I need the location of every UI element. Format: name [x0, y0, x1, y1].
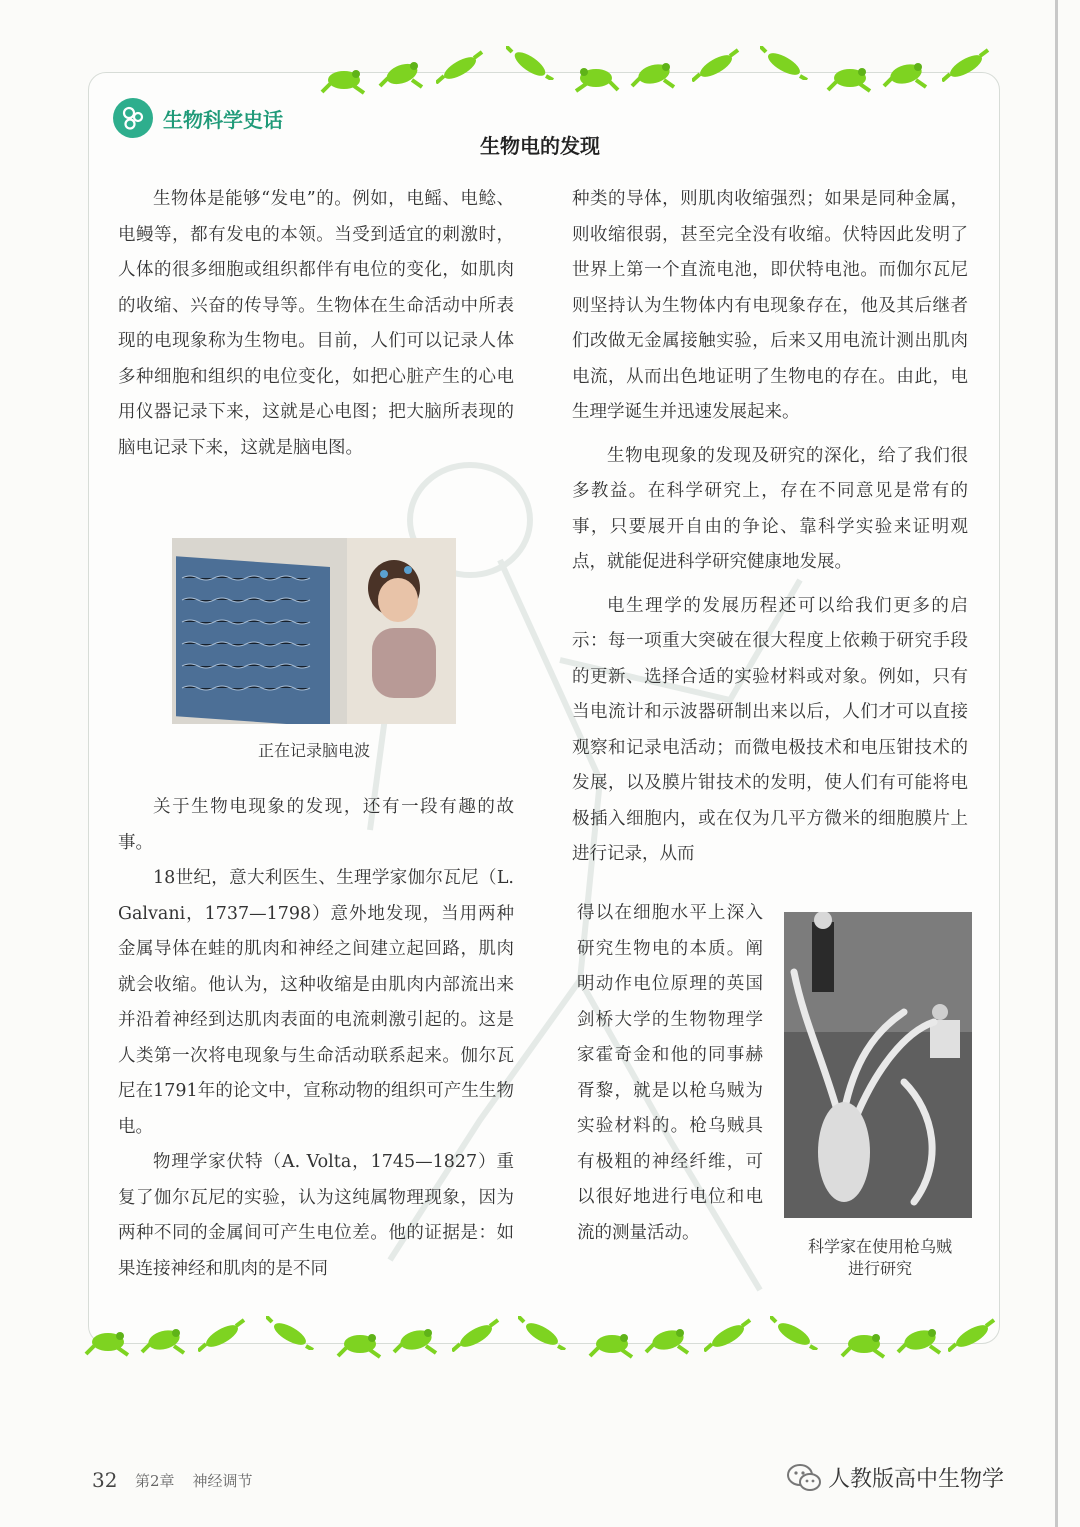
- page-number: 32: [92, 1468, 118, 1492]
- paragraph: 电生理学的发展历程还可以给我们更多的启示：每一项重大突破在很大程度上依赖于研究手段的更新、选择合适的实验材料或对象。例如，只有当电流计和示波器研制出来以后，人们才可以直接观察和记录电活动；而微电极技术和电压钳技术的发展，以及膜片钳技术的发明，使人们有可能将电极插入细胞内，或在仅为几平方微米的细胞膜片上进行记录，从而: [572, 595, 968, 864]
- paragraph: 种类的导体，则肌肉收缩强烈；如果是同种金属，则收缩很弱，甚至完全没有收缩。伏特因此发明了世界上第一个直流电池，即伏特电池。而伽尔瓦尼则坚持认为生物体内有电现象存在，他及其后继者们改做无金属接触实验，后来又用电流计测出肌肉电流，从而出色地证明了生物电的存在。由此，电生理学诞生并迅速发展起来。: [572, 189, 968, 422]
- frog-icon: [896, 1322, 944, 1356]
- frog-icon: [770, 1316, 818, 1350]
- page-edge: [1055, 0, 1058, 1527]
- paragraph: 生物体是能够“发电”的。例如，电鳐、电鲶、电鳗等，都有发电的本领。当受到适宜的刺激时，人体的很多细胞或组织都伴有电位的变化，如肌肉的收缩、兴奋的传导等。生物体在生命活动中所表现的电现象称为生物电。目前，人们可以记录人体多种细胞和组织的电位变化，如把心脏产生的心电用仪器记录下来，这就是心电图；把大脑所表现的脑电记录下来，这就是脑电图。: [118, 189, 514, 458]
- frog-icon: [572, 60, 620, 94]
- paragraph: 得以在细胞水平上深入研究生物电的本质。阐明动作电位原理的英国剑桥大学的生物物理学家霍奇金和他的同事赫胥黎，就是以枪乌贼为实验材料的。枪乌贼具有极粗的神经纤维，可以很好地进行电位和电流的测量活动。: [577, 903, 763, 1243]
- squid-photo: [784, 912, 972, 1218]
- frog-icon: [518, 1316, 566, 1350]
- right-column-wrap: [577, 896, 763, 1251]
- paragraph: 生物电现象的发现及研究的深化，给了我们很多教益。在科学研究上，存在不同意见是常有的事，只要展开自由的争论、靠科学实验来证明观点，就能促进科学研究健康地发展。: [572, 445, 968, 572]
- frog-icon: [826, 60, 874, 94]
- eeg-caption: 正在记录脑电波: [257, 741, 370, 760]
- frog-icon: [320, 62, 368, 96]
- frog-icon: [198, 1318, 246, 1352]
- paragraph: 关于生物电现象的发现，还有一段有趣的故事。: [118, 797, 514, 853]
- wechat-watermark: [786, 1462, 1004, 1493]
- frog-icon: [506, 46, 554, 80]
- microbe-badge-icon: [113, 98, 153, 138]
- frog-icon: [882, 56, 930, 90]
- article-title: 生物电的发现: [480, 134, 600, 158]
- frog-icon: [630, 56, 678, 90]
- frog-icon: [452, 1318, 500, 1352]
- frog-icon: [436, 50, 484, 84]
- paragraph: 物理学家伏特（A. Volta，1745—1827）重复了伽尔瓦尼的实验，认为这纯属物理现象，因为两种不同的金属间可产生电位差。他的证据是：如果连接神经和肌肉的是不同: [118, 1152, 514, 1279]
- squid-caption-line: 进行研究: [847, 1259, 912, 1278]
- squid-caption: [780, 1236, 980, 1280]
- frog-icon: [692, 48, 740, 82]
- frog-icon: [336, 1326, 384, 1360]
- frog-icon: [140, 1322, 188, 1356]
- frog-icon: [392, 1322, 440, 1356]
- frog-icon: [378, 56, 426, 90]
- squid-caption-line: 科学家在使用枪乌贼: [807, 1237, 952, 1256]
- frog-icon: [266, 1316, 314, 1350]
- frog-icon: [840, 1326, 888, 1360]
- frog-icon: [704, 1318, 752, 1352]
- frog-icon: [948, 1318, 996, 1352]
- left-column-top: [118, 182, 514, 466]
- wechat-account-name: 人教版高中生物学: [828, 1467, 1005, 1492]
- frog-border-top: [310, 42, 1000, 102]
- section-header: [113, 98, 283, 138]
- frog-icon: [942, 48, 990, 82]
- left-column-bottom: [118, 790, 514, 1287]
- frog-icon: [84, 1324, 132, 1358]
- frog-icon: [644, 1322, 692, 1356]
- wechat-icon: [786, 1463, 822, 1493]
- section-label: 生物科学史话: [163, 107, 283, 132]
- right-column: [572, 182, 968, 873]
- frog-icon: [760, 46, 808, 80]
- chapter-label: [135, 1470, 253, 1491]
- eeg-photo: [172, 538, 456, 724]
- paragraph: 18世纪，意大利医生、生理学家伽尔瓦尼（L. Galvani，1737—1798）意外地发现，当用两种金属导体在蛙的肌肉和神经之间建立起回路，肌肉就会收缩。他认为，这种收缩是由肌肉内部流出来并沿着神经到达肌肉表面的电流刺激引起的。这是人类第一次将电现象与生命活动联系起来。伽尔瓦尼在1791年的论文中，宣称动物的组织可产生生物电。: [118, 868, 514, 1137]
- chapter-title: 神经调节: [192, 1472, 253, 1490]
- frog-icon: [588, 1326, 636, 1360]
- frog-border-bottom: [80, 1312, 1000, 1372]
- chapter-number: 第2章: [135, 1472, 175, 1490]
